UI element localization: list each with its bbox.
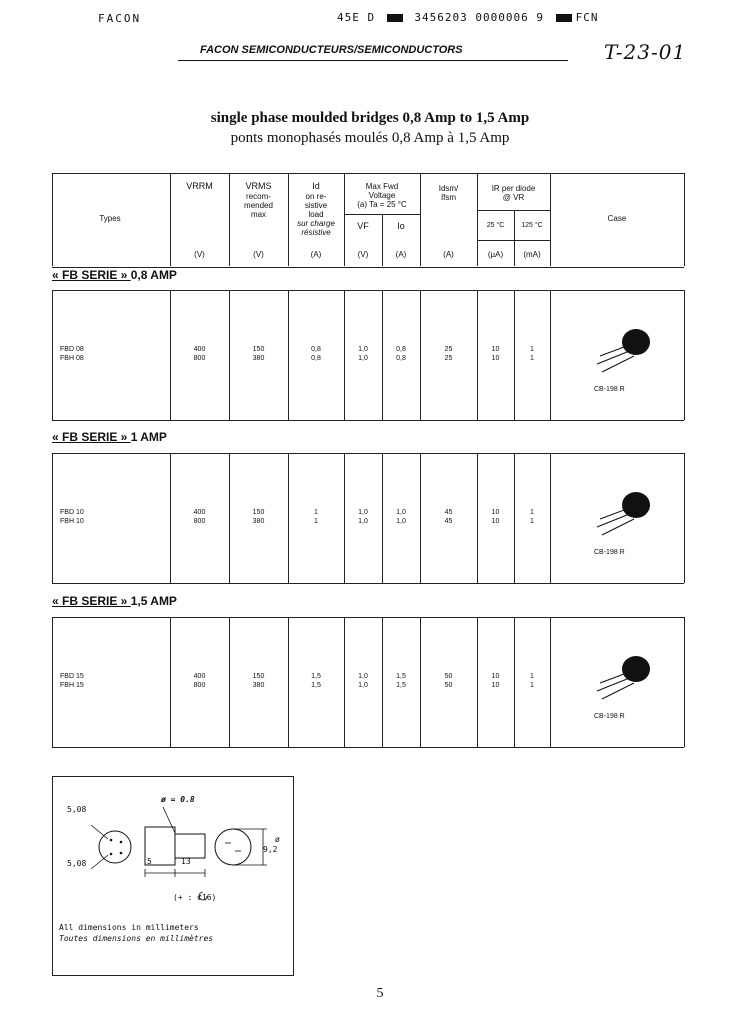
col-ir25-header: 25 °C [486,222,505,229]
cell-vrrm: 400 [193,673,206,680]
header-code [337,11,598,24]
col-line [52,290,53,420]
cell-vrrm: 800 [193,355,206,362]
caption-english: All dimensions in millimeters [59,923,199,932]
cell-id: 1,5 [311,682,321,689]
note-line: mended [244,201,273,210]
pin-dot [110,839,113,842]
note-line: load [308,210,324,219]
col-vrrm-header: VRRM [186,181,213,191]
pin-dot [110,853,113,856]
col-vrms-note [229,192,288,219]
cell-vf: 1,0 [358,346,368,353]
lead-wire [602,356,634,372]
section-label [52,594,177,608]
col-types-header: Types [99,214,121,223]
row-line [477,210,550,211]
col-maxfwd-header [344,182,420,209]
cell-idsm: 45 [444,518,453,525]
note-line: on re- [305,192,327,201]
cell-vrms: 380 [252,682,265,689]
page-number: 5 [376,986,384,1001]
cell-vrrm: 800 [193,518,206,525]
note-line: sur charge [297,219,335,228]
section-label-rating: 1 AMP [130,430,167,444]
cell-vf: 1,0 [358,509,368,516]
dim-length-a: 5 [147,857,152,866]
type-name: FBD 15 [60,673,84,680]
cell-idsm: 50 [444,673,453,680]
col-line [684,617,685,747]
lead-diameter: ø = 0.8 [161,795,195,804]
section-label [52,268,177,282]
title-french: ponts monophasés moulés 0,8 Amp à 1,5 Amp [230,130,510,146]
body-diameter-symbol: ø [275,835,280,844]
cell-id: 1 [314,518,318,525]
cell-idsm: 45 [444,509,453,516]
end-view-circle [215,829,251,865]
header-left-label: FACON [98,12,142,25]
cell-idsm: 25 [444,355,453,362]
col-line [684,453,685,583]
dim-leader [91,855,108,869]
cell-vrms: 150 [252,673,265,680]
lead-wire [602,683,634,699]
cell-vrrm: 800 [193,682,206,689]
col-io-header: Io [397,221,405,231]
lead-wire [597,677,632,691]
cell-ir125: 1 [530,518,534,525]
dim-length-b: 13 [181,857,191,866]
company-name: FACON SEMICONDUCTEURS/SEMICONDUCTORS [200,44,463,56]
cell-idsm: 50 [444,682,453,689]
unit: (A) [310,250,322,259]
cell-io: 1,5 [396,673,406,680]
col-vf-header: VF [357,221,369,231]
section-label [52,430,167,444]
col-line [550,453,551,583]
col-id-header: Id [312,181,320,191]
type-name: FBD 08 [60,346,84,353]
header-block-mark [387,14,403,22]
note-line: Idsm/ [438,184,459,193]
cell-id: 1 [314,509,318,516]
col-line [52,617,53,747]
cell-ir25: 10 [491,355,500,362]
note-line: Ifsm [440,193,457,202]
cell-vrms: 150 [252,509,265,516]
cell-ir125: 1 [530,682,534,689]
cell-io: 0,8 [396,355,406,362]
col-line [550,290,551,420]
cell-vf: 1,0 [358,518,368,525]
pin-dot [120,841,123,844]
cell-id: 1,5 [311,673,321,680]
col-case-header: Case [607,214,627,223]
row-line [477,240,550,241]
case-label: CB-198 R [594,386,625,393]
note-line: résistive [301,228,331,237]
cell-ir25: 10 [491,518,500,525]
cell-vrms: 380 [252,518,265,525]
header-rule [178,60,568,61]
col-line [684,290,685,420]
unit: (V) [253,250,264,259]
note-line: max [250,210,267,219]
section-label-rating: 0,8 AMP [130,268,177,282]
col-line [550,617,551,747]
section-label-series: « FB SERIE » [52,430,131,444]
note-line: sistive [304,201,328,210]
cell-id: 0,8 [311,355,321,362]
header-code-b: 3456203 0000006 9 [414,11,544,24]
caption-french: Toutes dimensions en millimètres [59,934,214,943]
cell-vf: 1,0 [358,355,368,362]
dim-pitch-bottom: 5,08 [67,859,87,868]
type-name: FBH 08 [60,355,84,362]
dim-leader [163,807,175,833]
case-label: CB-198 R [594,549,625,556]
cell-ir25: 10 [491,346,500,353]
col-ir-header [477,184,550,202]
unit: (A) [395,250,407,259]
cell-id: 0,8 [311,346,321,353]
header-code-c: FCN [575,11,599,24]
case-package-icon [592,326,682,386]
dimension-drawing [52,776,294,976]
cell-ir25: 10 [491,673,500,680]
dim-leader [91,825,108,839]
note-line: IR per diode [491,184,536,193]
note-line: @ VR [502,193,525,202]
section-label-series: « FB SERIE » [52,594,131,608]
note-line: (a) Ta = 25 °C [357,200,407,209]
col-idsm-header [420,184,477,202]
dim-pitch-top: 5,08 [67,805,87,814]
header-block-mark-2 [556,14,572,22]
cell-idsm: 25 [444,346,453,353]
header-code-a: 45E D [337,11,376,24]
note-line: recom- [246,192,271,201]
cell-ir125: 1 [530,509,534,516]
col-id-note [288,192,344,237]
unit: (V) [357,250,369,259]
package-body [622,656,650,682]
cell-vf: 1,0 [358,673,368,680]
case-package-icon [592,489,682,549]
col-line [52,173,53,266]
body-diameter-value: 9,2 [263,845,278,854]
type-name: FBH 15 [60,682,84,689]
note-line: Voltage [368,191,396,200]
cell-vf: 1,0 [358,682,368,689]
unit: (mA) [523,250,541,259]
case-package-icon [592,653,682,713]
cell-vrrm: 400 [193,509,206,516]
title-english: single phase moulded bridges 0,8 Amp to 1,5 Amp [210,110,530,126]
note-line: Max Fwd [365,182,399,191]
cell-vrms: 150 [252,346,265,353]
lead-wire [602,519,634,535]
handwritten-reference: T-23-01 [604,40,687,64]
col-vrms-header: VRMS [245,181,272,191]
section-label-series: « FB SERIE » [52,268,131,282]
unit: (A) [443,250,454,259]
cell-ir25: 10 [491,509,500,516]
lead-wire [597,513,632,527]
cell-vrrm: 400 [193,346,206,353]
pin-dot [120,852,123,855]
package-body [622,492,650,518]
cell-ir125: 1 [530,355,534,362]
type-name: FBH 10 [60,518,84,525]
cell-io: 1,0 [396,509,406,516]
cell-vrms: 380 [252,355,265,362]
section-label-rating: 1,5 AMP [130,594,177,608]
col-line [52,453,53,583]
cell-io: 0,8 [396,346,406,353]
cell-io: 1,5 [396,682,406,689]
unit: (µA) [487,250,504,259]
cell-ir125: 1 [530,673,534,680]
type-name: FBD 10 [60,509,84,516]
col-ir125-header: 125 °C [521,222,543,229]
note-mark: (+ : ⊄16) [173,893,217,902]
case-label: CB-198 R [594,713,625,720]
cell-ir125: 1 [530,346,534,353]
outline-drawing [53,777,293,975]
unit: (V) [194,250,205,259]
row-line [344,214,420,215]
col-line [684,173,685,266]
cell-ir25: 10 [491,682,500,689]
lead-wire [597,350,632,364]
package-body [622,329,650,355]
cell-io: 1,0 [396,518,406,525]
side-view-lead [175,834,205,858]
